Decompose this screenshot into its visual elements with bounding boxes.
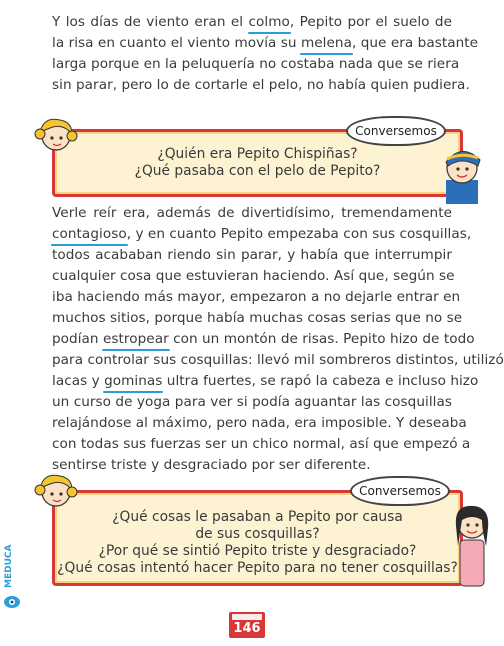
text-run: con todas sus fuerzas ser un chico normal, así que empezó a — [52, 436, 471, 452]
text-line — [52, 203, 452, 224]
paragraph-1 — [52, 12, 479, 96]
paragraph-2 — [52, 203, 504, 476]
text-run: sentirse triste y desgraciado por ser diferente. — [52, 457, 371, 473]
text-run: ultra fuertes, se rapó la cabeza e incluso hizo — [162, 373, 479, 389]
box1-question-1: ¿Quién era Pepito Chispiñas? — [157, 146, 358, 162]
text-line — [52, 329, 475, 350]
text-run: Verle reír era, además de divertidísimo, tremendamente — [52, 205, 452, 221]
conversemos-bubble-1 — [346, 116, 446, 146]
text-line — [52, 350, 504, 371]
text-line — [52, 413, 467, 434]
text-line — [52, 12, 452, 33]
text-line — [52, 455, 452, 476]
text-line — [52, 33, 479, 54]
vocabulary-word — [301, 33, 352, 54]
eye-logo-icon — [2, 592, 22, 612]
text-line — [52, 245, 452, 266]
meduca-label: MEDUCA — [4, 544, 14, 588]
vocabulary-word-text: gominas — [104, 373, 163, 389]
text-run: muchos sitios, porque había muchas cosas serias que no se — [52, 310, 463, 326]
vocabulary-word — [104, 371, 162, 392]
text-run: sin parar, pero lo de cortarle el pelo, no había quien pudiera. — [52, 77, 470, 93]
text-run: todos acababan riendo sin parar, y había que interrumpir — [52, 247, 452, 263]
box2-question-3: ¿Por qué se sintió Pepito triste y desgraciado? — [98, 543, 417, 559]
conversemos-bubble-2 — [350, 476, 450, 506]
text-line — [52, 224, 472, 245]
boy-character-icon — [438, 144, 488, 204]
vocabulary-word-text: contagioso — [52, 226, 127, 242]
vocabulary-word-text: estropear — [102, 331, 169, 347]
text-line — [52, 371, 479, 392]
text-line — [52, 75, 470, 96]
meduca-logo — [2, 524, 22, 614]
box2-question-1: ¿Qué cosas le pasaban a Pepito por causa — [112, 509, 403, 525]
vocabulary-word-text: melena — [300, 35, 352, 51]
text-run: , y en cuanto Pepito empezaba con sus cosquillas, — [126, 226, 472, 242]
vocabulary-word — [103, 329, 169, 350]
text-run: lacas y — [52, 373, 105, 389]
text-run: relajándose al máximo, pero nada, era imposible. Y deseaba — [52, 415, 467, 431]
text-run: , que era bastante — [351, 35, 479, 51]
text-run: cualquier cosa que estuvieran haciendo. Así que, según se — [52, 268, 455, 284]
girl-character-icon — [446, 500, 496, 586]
vocabulary-word — [249, 12, 290, 33]
page-number-badge — [227, 610, 267, 640]
text-line — [52, 266, 455, 287]
text-line — [52, 54, 460, 75]
text-line — [52, 308, 463, 329]
page-number: 146 — [233, 621, 261, 636]
girl-character-icon — [34, 114, 78, 160]
text-run: podían — [52, 331, 103, 347]
text-run: un curso de yoga para ver si podía aguantar las cosquillas — [52, 394, 452, 410]
vocabulary-word-text: colmo — [248, 14, 290, 30]
text-line — [52, 287, 461, 308]
text-run: , Pepito por el suelo de — [289, 14, 452, 30]
text-line — [52, 434, 471, 455]
text-run: la risa en cuanto el viento movía su — [52, 35, 301, 51]
text-run: iba haciendo más mayor, empezaron a no dejarle entrar en — [52, 289, 461, 305]
conversemos-label: Conversemos — [359, 484, 441, 498]
conversemos-label: Conversemos — [355, 124, 437, 138]
text-line — [52, 392, 452, 413]
girl-character-icon — [34, 470, 78, 516]
text-run: para controlar sus cosquillas: llevó mil sombreros distintos, utilizó — [52, 352, 504, 368]
box2-question-4: ¿Qué cosas intentó hacer Pepito para no tener cosquillas? — [57, 560, 458, 576]
text-run: larga porque en la peluquería no costaba nada que se riera — [52, 56, 460, 72]
text-run: Y los días de viento eran el — [52, 14, 249, 30]
vocabulary-word — [52, 224, 127, 245]
box2-question-2: de sus cosquillas? — [195, 526, 320, 542]
box1-question-2: ¿Qué pasaba con el pelo de Pepito? — [134, 163, 381, 179]
text-run: con un montón de risas. Pepito hizo de todo — [168, 331, 475, 347]
